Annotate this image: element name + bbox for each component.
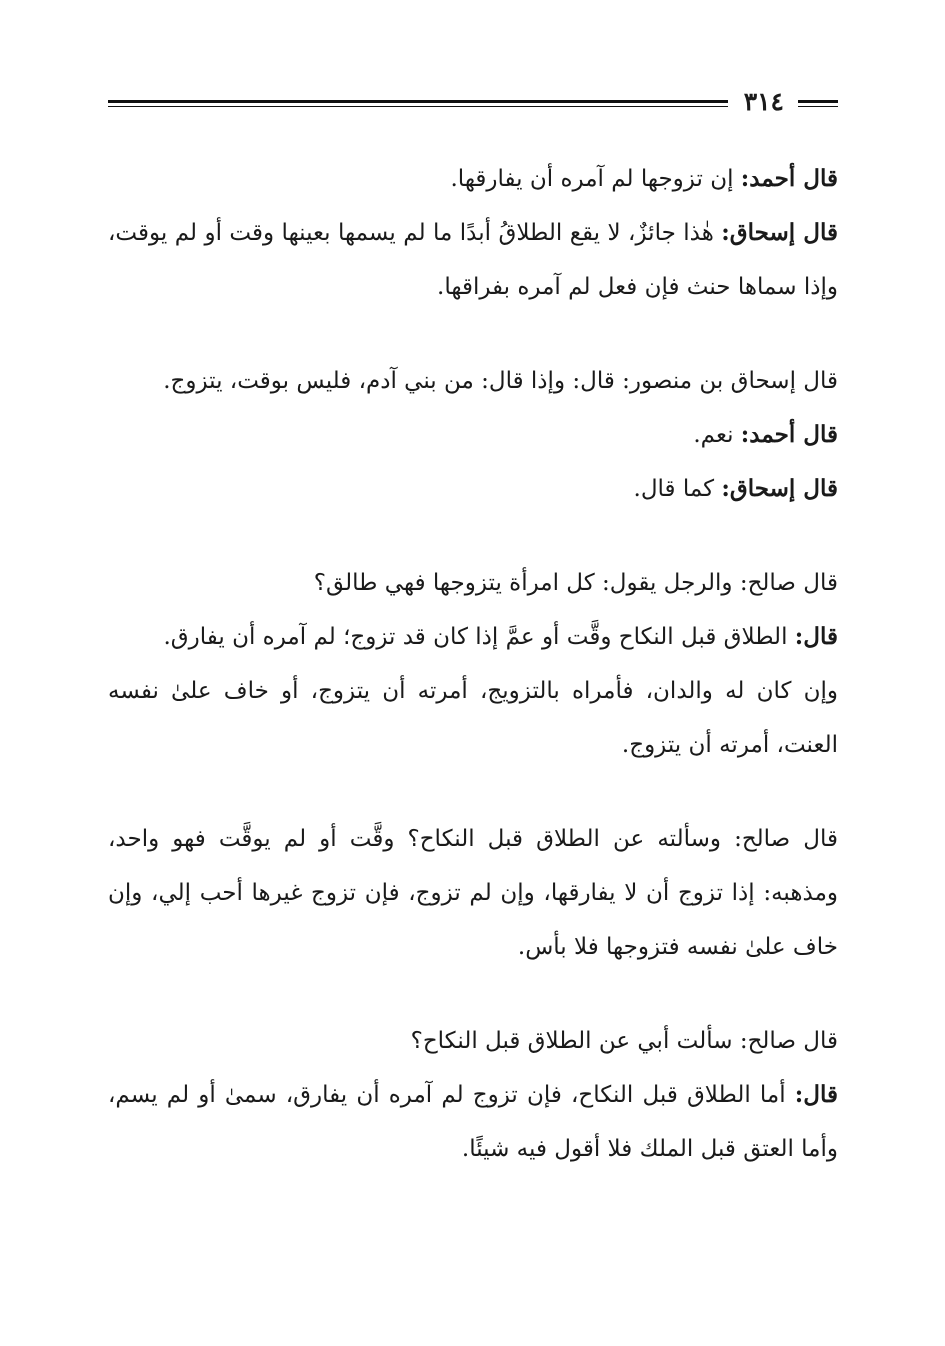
- paragraph-text: هٰذا جائزٌ، لا يقع الطلاقُ أبدًا ما لم يسمها بعينها وقت أو لم يوقت، وإذا سماها حنث فإن فعل لم آمره بفراقها.: [108, 220, 838, 300]
- paragraph-text: أما الطلاق قبل النكاح، فإن تزوج لم آمره أن يفارق، سمىٰ أو لم يسم، وأما العتق قبل الملك فلا أقول فيه شيئًا.: [108, 1082, 838, 1162]
- header-rule-short: [798, 100, 838, 103]
- paragraph: [108, 462, 838, 516]
- paragraph: [108, 206, 838, 314]
- paragraph-text: نعم.: [693, 422, 741, 448]
- speaker-label: قال إسحاق:: [721, 475, 838, 502]
- page-number: ٣١٤: [743, 87, 784, 116]
- paragraph: [108, 354, 838, 408]
- paragraph-text: قال صالح: سألت أبي عن الطلاق قبل النكاح؟: [410, 1028, 838, 1054]
- paragraph: [108, 556, 838, 610]
- paragraph-text: قال إسحاق بن منصور: قال: وإذا قال: من بني آدم، فليس بوقت، يتزوج.: [163, 368, 838, 394]
- paragraph: [108, 610, 838, 664]
- paragraph-text: كما قال.: [633, 476, 722, 502]
- speaker-label: قال إسحاق:: [721, 219, 838, 246]
- header-rule-short-thin: [798, 106, 838, 107]
- paragraph-text: قال صالح: والرجل يقول: كل امرأة يتزوجها فهي طالق؟: [313, 570, 838, 596]
- paragraph: [108, 152, 838, 206]
- speaker-label: قال أحمد:: [740, 421, 838, 448]
- page-body: [108, 152, 838, 1176]
- page-header: [108, 88, 838, 118]
- paragraph: [108, 408, 838, 462]
- header-rule-long-thin: [108, 106, 728, 107]
- paragraph: [108, 664, 838, 772]
- paragraph-text: الطلاق قبل النكاح وقَّت أو عمَّ إذا كان قد تزوج؛ لم آمره أن يفارق.: [163, 624, 795, 650]
- paragraph-text: قال صالح: وسألته عن الطلاق قبل النكاح؟ وقَّت أو لم يوقَّت فهو واحد، ومذهبه: إذا تزوج أن لا يفارقها، وإن لم تزوج، فإن تزوج غيرها أحب إلي، وإن خاف علىٰ نفسه فتزوجها فلا بأس.: [108, 826, 838, 960]
- header-rule-long: [108, 100, 728, 103]
- paragraph: [108, 1068, 838, 1176]
- speaker-label: قال:: [794, 623, 838, 650]
- paragraph-text: وإن كان له والدان، فأمراه بالتزويج، أمرته أن يتزوج، أو خاف علىٰ نفسه العنت، أمرته أن يتزوج.: [108, 678, 838, 758]
- speaker-label: قال:: [794, 1081, 838, 1108]
- paragraph-text: إن تزوجها لم آمره أن يفارقها.: [450, 166, 741, 192]
- paragraph: [108, 812, 838, 974]
- paragraph: [108, 1014, 838, 1068]
- speaker-label: قال أحمد:: [740, 165, 838, 192]
